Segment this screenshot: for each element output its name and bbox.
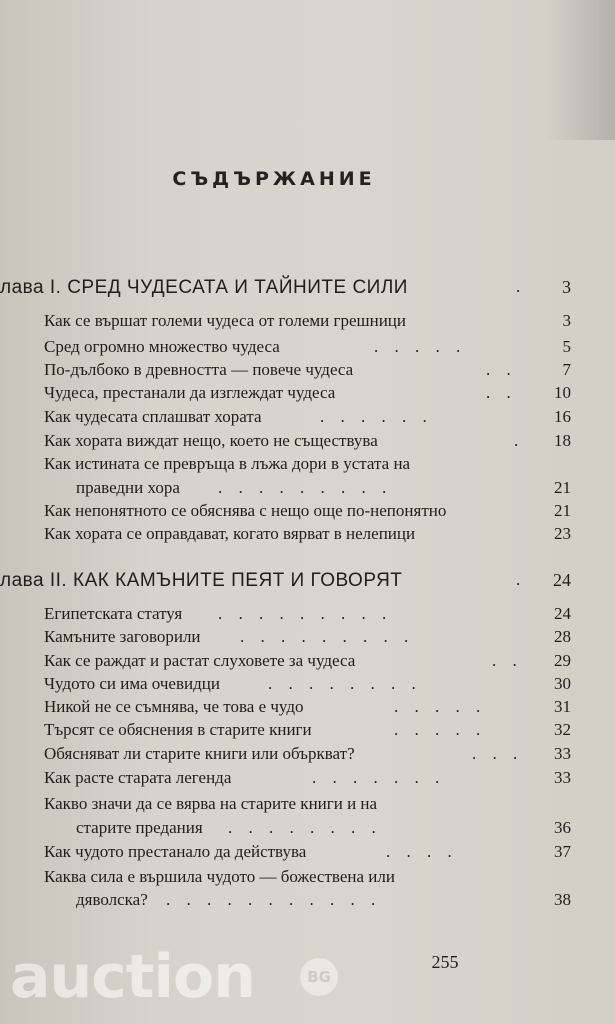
page-title: СЪДЪРЖАНИЕ: [172, 168, 376, 190]
entry-title: Как хората виждат нещо, което не съществува: [44, 431, 378, 450]
page-ref: 24: [554, 604, 571, 623]
chapter-heading: [0, 570, 615, 594]
page-ref: 37: [554, 842, 571, 861]
entry-title: Сред огромно множество чудеса: [44, 337, 280, 356]
auction-watermark: auction: [10, 942, 255, 1012]
toc-entry: [0, 720, 615, 744]
toc-entry: [0, 697, 615, 721]
page-ref: 24: [553, 570, 571, 590]
watermark-badge: BG: [300, 958, 338, 996]
page-ref: 21: [554, 501, 571, 520]
entry-title: Как расте старата легенда: [44, 768, 232, 787]
leader-dots: . . . . .: [394, 697, 487, 716]
page-ref: 36: [554, 818, 571, 837]
toc-entry: [0, 794, 615, 818]
toc-entry: [0, 842, 615, 866]
entry-title: Камъните заговорили: [44, 627, 201, 646]
entry-title: Каква сила е вършила чудото — божествена или: [44, 867, 395, 886]
entry-title: Как чудото престанало да действува: [44, 842, 307, 861]
entry-title: дяволска?: [76, 890, 148, 909]
entry-title: Чудеса, престанали да изглеждат чудеса: [44, 383, 336, 402]
entry-title: Как истината се превръща в лъжа дори в устата на: [44, 454, 411, 473]
leader-dots: . . . . . . . .: [268, 674, 422, 693]
leader-dots: . . .: [472, 744, 524, 763]
page-ref: 33: [554, 768, 571, 787]
leader-dots: . .: [486, 383, 517, 402]
page-ref: 28: [554, 627, 571, 646]
toc-entry: [0, 360, 615, 384]
leader-dots: .: [514, 431, 525, 450]
leader-dots: . . . . . . . . .: [218, 478, 393, 497]
entry-title: Какво значи да се вярва на старите книги и на: [44, 794, 378, 813]
page-shadow: [545, 0, 615, 140]
entry-title: Как се вършат големи чудеса от големи грешници: [44, 311, 407, 330]
leader-dots: . . . .: [386, 842, 458, 861]
leader-dots: .: [516, 570, 527, 589]
leader-dots: . .: [486, 360, 517, 379]
toc-entry: [0, 311, 615, 335]
page-ref: 30: [554, 674, 571, 693]
chapter-heading: [0, 277, 615, 301]
page-ref: 16: [554, 407, 571, 426]
entry-title: Как хората се оправдават, когато вярват в нелепици: [44, 524, 416, 543]
page-ref: 5: [562, 337, 571, 356]
toc-entry: [0, 627, 615, 651]
entry-title: Обясняват ли старите книги или объркват?: [44, 744, 355, 763]
page-ref: 23: [554, 524, 571, 543]
leader-dots: . .: [492, 651, 523, 670]
toc-entry: [0, 768, 615, 792]
chapter-title: лава II. КАК КАМЪНИТЕ ПЕЯТ И ГОВОРЯТ: [0, 570, 403, 591]
page-ref: 31: [554, 697, 571, 716]
leader-dots: . . . . .: [394, 720, 487, 739]
page-ref: 3: [562, 277, 571, 297]
toc-entry: [0, 478, 615, 502]
page-ref: 21: [554, 478, 571, 497]
page-ref: 32: [554, 720, 571, 739]
entry-title: По-дълбоко в древността — повече чудеса: [44, 360, 354, 379]
page-ref: 10: [554, 383, 571, 402]
toc-entry: [0, 383, 615, 407]
entry-title: Никой не се съмнява, че това е чудо: [44, 697, 304, 716]
toc-entry: [0, 337, 615, 361]
entry-title: Как чудесата сплашват хората: [44, 407, 262, 426]
leader-dots: . . . . . .: [320, 407, 433, 426]
toc-entry: [0, 407, 615, 431]
leader-dots: . . . . . . . . . . .: [166, 890, 382, 909]
leader-dots: .: [516, 277, 527, 296]
page-ref: 33: [554, 744, 571, 763]
toc-entry: [0, 867, 615, 891]
entry-title: Търсят се обяснения в старите книги: [44, 720, 312, 739]
entry-title: Как непонятното се обяснява с нещо още по-непонятно: [44, 501, 447, 520]
leader-dots: . . . . .: [374, 337, 467, 356]
toc-entry: [0, 501, 615, 525]
page-ref: 7: [562, 360, 571, 379]
toc-entry: [0, 604, 615, 628]
toc-entry: [0, 454, 615, 478]
page-number: 255: [431, 952, 459, 972]
page-ref: 38: [554, 890, 571, 909]
entry-title: Как се раждат и растат слуховете за чудеса: [44, 651, 356, 670]
toc-entry: [0, 431, 615, 455]
leader-dots: . . . . . . . .: [228, 818, 382, 837]
entry-title: Чудото си има очевидци: [44, 674, 220, 693]
page-ref: 3: [562, 311, 571, 330]
leader-dots: . . . . . . .: [312, 768, 446, 787]
toc-entry: [0, 651, 615, 675]
entry-title: старите предания: [76, 818, 203, 837]
entry-title: праведни хора: [76, 478, 180, 497]
toc-entry: [0, 674, 615, 698]
page-ref: 29: [554, 651, 571, 670]
page-ref: 18: [554, 431, 571, 450]
leader-dots: . . . . . . . . .: [218, 604, 393, 623]
leader-dots: . . . . . . . . .: [240, 627, 415, 646]
toc-entry: [0, 524, 615, 548]
toc-entry: [0, 744, 615, 768]
chapter-title: лава I. СРЕД ЧУДЕСАТА И ТАЙНИТЕ СИЛИ: [0, 277, 408, 298]
toc-entry: [0, 818, 615, 842]
toc-entry: [0, 890, 615, 914]
entry-title: Египетската статуя: [44, 604, 183, 623]
